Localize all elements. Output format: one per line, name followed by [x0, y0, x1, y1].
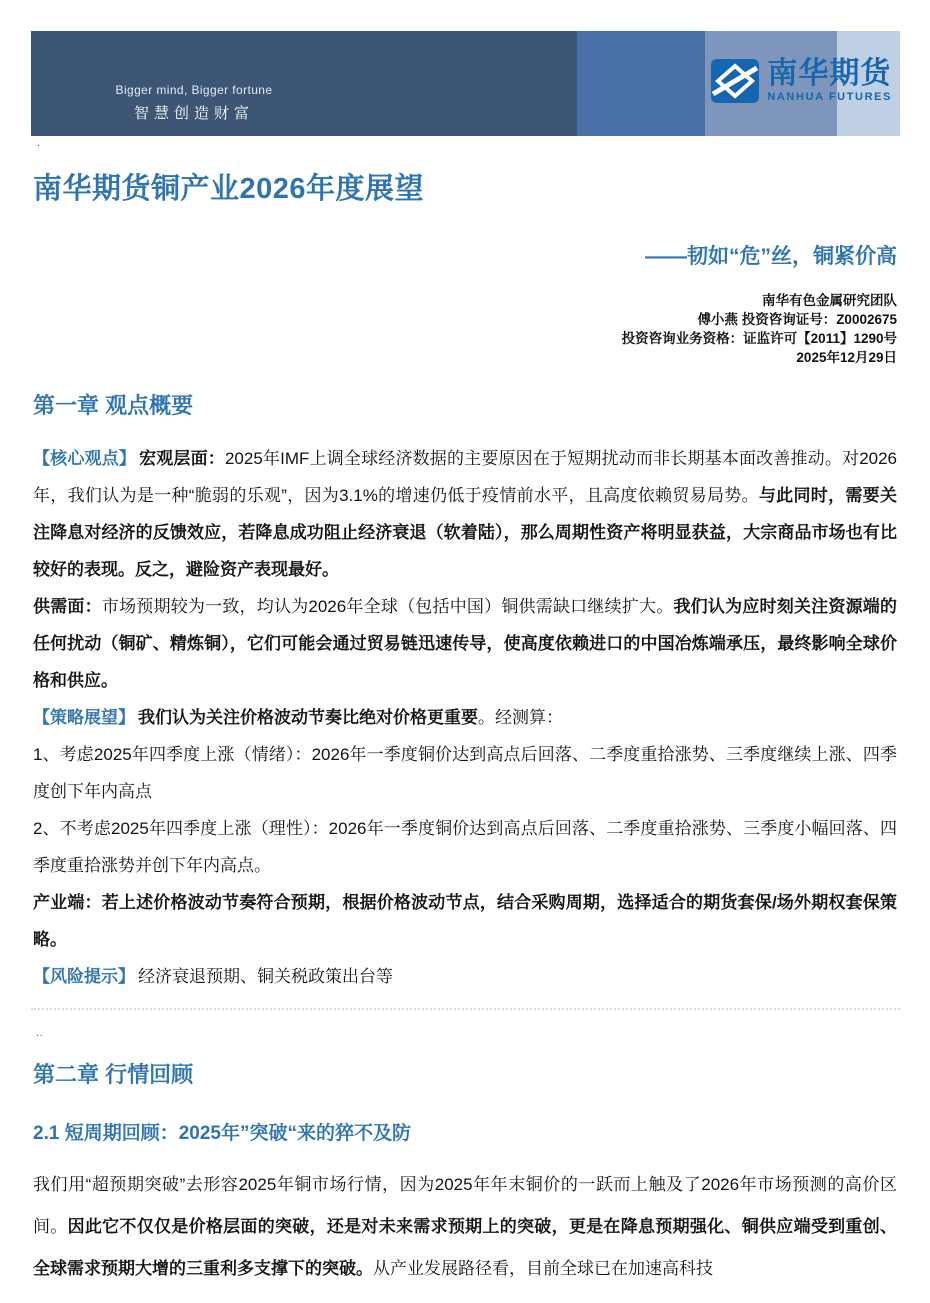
- text-run: 与此同时，需要关注降息对经济的反馈效应，若降息成功阻止经济衰退（软着陆），那么周期性资产将明显获益，大宗商品市场也有比较好的表现。反之，避险资产表现最好。: [33, 486, 897, 579]
- slogan-english: Bigger mind, Bigger fortune: [115, 83, 273, 97]
- company-logo: [711, 59, 892, 103]
- nanhua-diamond-icon: [711, 59, 759, 103]
- text-run: 【核心观点】: [33, 449, 137, 468]
- dotted-divider: [31, 1008, 900, 1010]
- brand-banner: [31, 31, 900, 136]
- text-run: 我们认为关注价格波动节奏比绝对价格更重要: [138, 708, 478, 727]
- text-run: 1、考虑2025年四季度上涨（情绪）：2026年一季度铜价达到高点后回落、二季度重拾涨势、三季度继续上涨、四季度创下年内高点: [33, 745, 897, 801]
- logo-wordmark: [767, 59, 892, 103]
- paragraph-risk-notice: [33, 958, 897, 995]
- report-title: 南华期货铜产业2026年度展望: [33, 173, 425, 205]
- chapter2-subheading: 2.1 短周期回顾：2025年”突破“来的猝不及防: [33, 1123, 411, 1144]
- paragraph-market-review: [33, 1164, 897, 1290]
- text-run: 产业端：若上述价格波动节奏符合预期，根据价格波动节点，结合采购周期，选择适合的期货套保/场外期权套保策略。: [33, 893, 897, 949]
- report-date: 2025年12月29日: [796, 350, 897, 365]
- text-run: 供需面：: [33, 597, 102, 616]
- text-run: 从产业发展路径看，目前全球已在加速高科技: [373, 1259, 713, 1278]
- business-qualification: 投资咨询业务资格：证监许可【2011】1290号: [621, 331, 897, 346]
- banner-stripe-mid: [577, 31, 705, 136]
- chapter2-body: [33, 1164, 897, 1290]
- text-run: 市场预期较为一致，均认为2026年全球（包括中国）铜供需缺口继续扩大。: [101, 597, 674, 616]
- paragraph-scenario-1: [33, 736, 897, 810]
- research-team: 南华有色金属研究团队: [762, 293, 897, 308]
- paragraph-supply-demand: [33, 588, 897, 699]
- author-block: [622, 291, 897, 367]
- text-run: 我们认为应时刻关注资源端的任何扰动（铜矿、精炼铜），它们可能会通过贸易链迅速传导，使高度依赖进口的中国冶炼端承压，最终影响全球价格和供应。: [33, 597, 898, 690]
- chapter2-heading: 第二章 行情回顾: [33, 1062, 194, 1087]
- text-run: 我们用“超预期突破”去形容2025年铜市场行情，因为2025年年末铜价的一跃而上触及了2026年市场预测的高价区间。: [33, 1175, 897, 1236]
- text-run: 宏观层面：: [139, 449, 225, 468]
- paragraph-core-view: [33, 440, 897, 588]
- logo-english-name: NANHUA FUTURES: [767, 91, 892, 103]
- text-run: 【风险提示】: [33, 967, 135, 986]
- stray-section-mark: ..: [36, 1028, 44, 1039]
- slogan-chinese: 智慧创造财富: [133, 105, 254, 122]
- text-run: 2、不考虑2025年四季度上涨（理性）：2026年一季度铜价达到高点后回落、二季度重拾涨势、三季度小幅回落、四季度重拾涨势并创下年内高点。: [33, 819, 897, 875]
- logo-chinese-name: 南华期货: [767, 57, 892, 90]
- analyst-credential: 傅小燕 投资咨询证号：Z0002675: [697, 312, 897, 327]
- paragraph-strategy-outlook: [33, 699, 897, 736]
- text-run: 因此它不仅仅是价格层面的突破，还是对未来需求预期上的突破，更是在降息预期强化、铜供应端受到重创、全球需求预期大增的三重利多支撑下的突破。: [33, 1217, 898, 1278]
- text-run: 2025年IMF上调全球经济数据的主要原因在于短期扰动而非长期基本面改善推动。对2026年，我们认为是一种“脆弱的乐观”，因为3.1%的增速仍低于疫情前水平，且高度依赖贸易局势。: [33, 449, 898, 505]
- chapter1-body: [33, 440, 897, 995]
- report-subtitle: ——韧如“危”丝，铜紧价高: [645, 245, 897, 268]
- stray-page-mark: .: [37, 138, 40, 149]
- text-run: 。经测算：: [478, 708, 563, 727]
- paragraph-scenario-2: [33, 810, 897, 884]
- paragraph-industry-side: [33, 884, 897, 958]
- chapter1-heading: 第一章 观点概要: [33, 393, 194, 418]
- banner-dark-panel: [31, 31, 577, 136]
- brand-slogans: [89, 83, 299, 123]
- text-run: 【策略展望】: [33, 708, 135, 727]
- text-run: 经济衰退预期、铜关税政策出台等: [138, 967, 393, 986]
